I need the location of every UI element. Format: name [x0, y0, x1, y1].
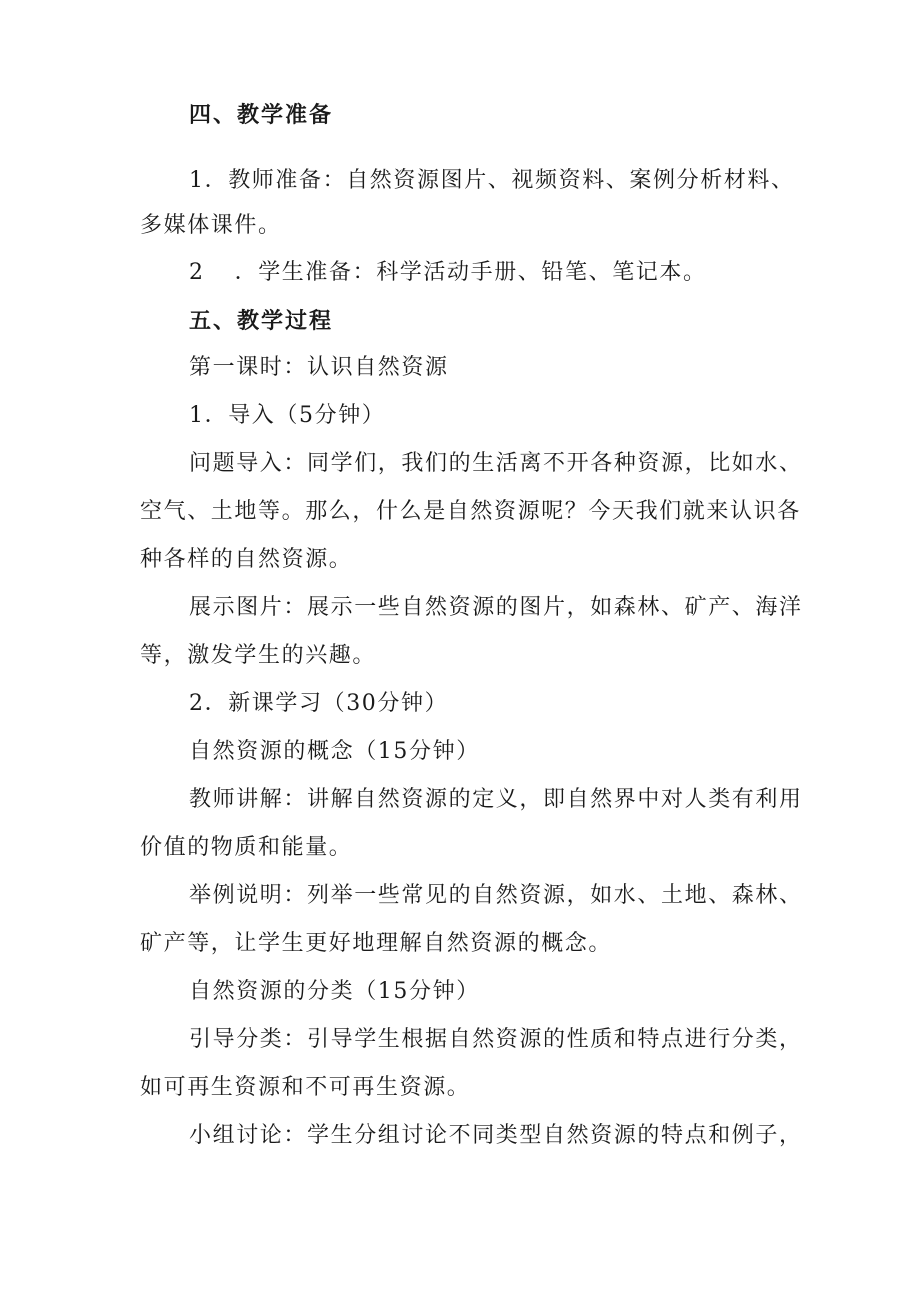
paragraph-examples-line1: 举例说明：列举一些常见的自然资源，如水、土地、森林、 [189, 883, 803, 908]
paragraph-question-intro-line1: 问题导入：同学们，我们的生活离不开各种资源，比如水、 [189, 451, 803, 476]
subheading-concept: 自然资源的概念（15分钟） [189, 739, 480, 764]
paragraph-show-pictures-line2: 等，激发学生的兴趣。 [140, 643, 377, 668]
paragraph-question-intro-line2: 空气、土地等。那么，什么是自然资源呢？今天我们就来认识各 [140, 499, 801, 524]
section-heading-teaching-process: 五、教学过程 [189, 308, 334, 334]
paragraph-question-intro-line3: 种各样的自然资源。 [140, 547, 353, 572]
paragraph-group-discussion-line1: 小组讨论：学生分组讨论不同类型自然资源的特点和例子， [189, 1123, 803, 1148]
section-heading-teaching-preparation: 四、教学准备 [189, 102, 334, 128]
paragraph-examples-line2: 矿产等，让学生更好地理解自然资源的概念。 [140, 931, 613, 956]
paragraph-guide-classify-line1: 引导分类：引导学生根据自然资源的性质和特点进行分类， [189, 1027, 803, 1052]
list-number: 2 [189, 260, 205, 285]
subheading-classification: 自然资源的分类（15分钟） [189, 979, 480, 1004]
list-text: ．学生准备：科学活动手册、铅笔、笔记本。 [234, 260, 707, 285]
paragraph-student-preparation [189, 258, 800, 288]
lesson-title: 第一课时：认识自然资源 [189, 355, 449, 380]
paragraph-teacher-explain-line1: 教师讲解：讲解自然资源的定义，即自然界中对人类有利用 [189, 787, 803, 812]
paragraph-guide-classify-line2: 如可再生资源和不可再生资源。 [140, 1075, 471, 1100]
step-new-lesson: 2．新课学习（30分钟） [189, 691, 449, 716]
paragraph-show-pictures-line1: 展示图片：展示一些自然资源的图片，如森林、矿产、海洋 [189, 595, 803, 620]
paragraph-teacher-preparation-line2: 多媒体课件。 [140, 213, 282, 238]
step-intro: 1．导入（5分钟） [189, 403, 386, 428]
paragraph-teacher-preparation-line1: 1．教师准备：自然资源图片、视频资料、案例分析材料、 [189, 168, 795, 193]
paragraph-teacher-explain-line2: 价值的物质和能量。 [140, 835, 353, 860]
